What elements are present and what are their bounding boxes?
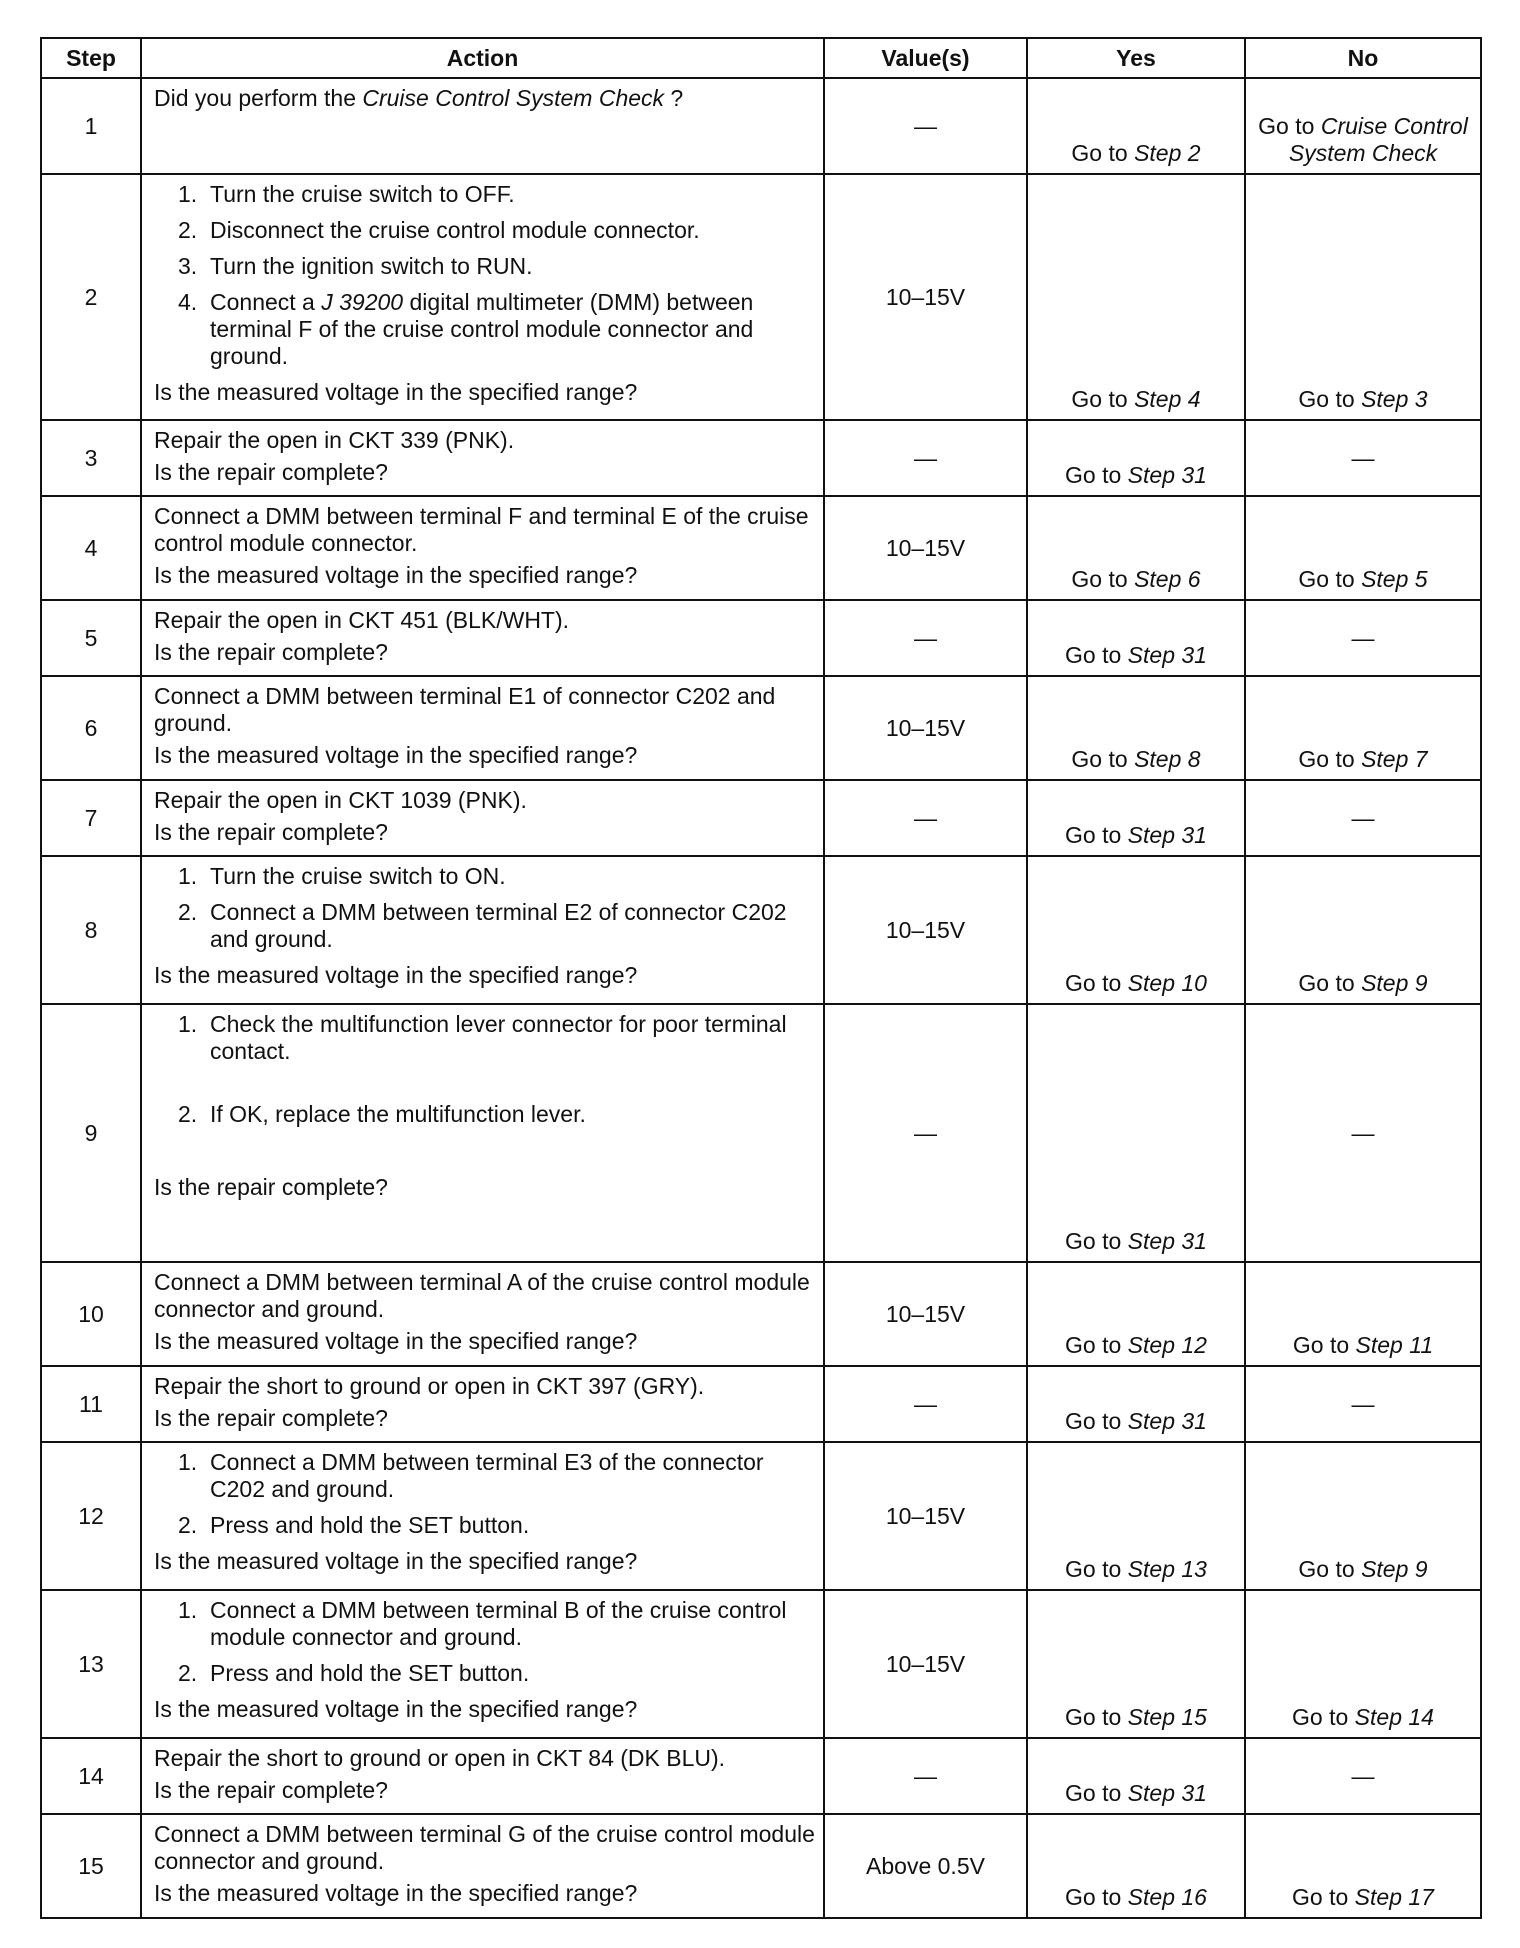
yes-text: Go to: [1071, 386, 1135, 412]
yes-cell: [1027, 1738, 1245, 1814]
no-cell: [1245, 174, 1481, 420]
action-step-number: 2.: [178, 217, 198, 243]
no-target: Step 7: [1361, 746, 1428, 772]
action-step-item: [154, 1597, 815, 1651]
no-text: —: [1351, 804, 1375, 831]
no-cell: [1245, 780, 1481, 856]
no-cell: [1245, 1442, 1481, 1590]
yes-target: Step 8: [1134, 746, 1201, 772]
step-number: 13: [41, 1590, 141, 1738]
action-step-tool: J 39200: [321, 289, 404, 315]
action-step-item: [154, 1660, 815, 1687]
yes-cell: [1027, 78, 1245, 174]
no-text: Go to: [1298, 746, 1362, 772]
table-row: [41, 1004, 1481, 1262]
yes-text: Go to: [1071, 140, 1135, 166]
step-number: 5: [41, 600, 141, 676]
action-step-item: [154, 1512, 815, 1539]
action-question-end: ?: [664, 85, 684, 111]
action-step-item: [154, 1101, 815, 1128]
action-step-text: Connect a: [210, 289, 322, 315]
value-cell: 10–15V: [824, 856, 1027, 1004]
yes-target: Step 31: [1127, 642, 1207, 668]
no-cell: [1245, 676, 1481, 780]
value-cell: 10–15V: [824, 174, 1027, 420]
yes-cell: [1027, 1814, 1245, 1918]
yes-text: Go to: [1065, 1556, 1128, 1582]
no-text: Go to: [1258, 113, 1321, 139]
step-number: 12: [41, 1442, 141, 1590]
action-text: Repair the open in CKT 451 (BLK/WHT).: [154, 607, 570, 633]
action-steps-list: [154, 1011, 815, 1128]
yes-text: Go to: [1071, 746, 1135, 772]
step-number: 1: [41, 78, 141, 174]
action-step-item: [154, 217, 815, 244]
action-cell: [141, 1366, 824, 1442]
yes-target: Step 10: [1127, 970, 1207, 996]
diagnostic-table: [40, 37, 1482, 1919]
yes-cell: [1027, 856, 1245, 1004]
action-text: Repair the open in CKT 339 (PNK).: [154, 427, 515, 453]
action-step-number: 1.: [178, 1011, 198, 1037]
yes-target: Step 13: [1127, 1556, 1207, 1582]
action-text: Repair the open in CKT 1039 (PNK).: [154, 787, 527, 813]
table-row: [41, 1590, 1481, 1738]
header-step: Step: [41, 38, 141, 78]
action-cell: [141, 600, 824, 676]
action-text: Connect a DMM between terminal E1 of connector C202 and ground.: [154, 683, 776, 736]
step-number: 8: [41, 856, 141, 1004]
header-action: Action: [141, 38, 824, 78]
yes-text: Go to: [1065, 970, 1128, 996]
no-cell: [1245, 1738, 1481, 1814]
action-step-text: If OK, replace the multifunction lever.: [210, 1101, 586, 1127]
action-step-item: [154, 899, 815, 953]
value-cell: —: [824, 78, 1027, 174]
table-row: [41, 1738, 1481, 1814]
action-cell: [141, 1004, 824, 1262]
action-cell: [141, 78, 824, 174]
no-target: Step 9: [1361, 970, 1428, 996]
step-number: 2: [41, 174, 141, 420]
action-step-text: Connect a DMM between terminal E3 of the connector C202 and ground.: [210, 1449, 764, 1502]
action-question: Is the measured voltage in the specified range?: [154, 379, 638, 405]
table-row: [41, 420, 1481, 496]
no-cell: [1245, 78, 1481, 174]
action-question: Is the measured voltage in the specified range?: [154, 742, 638, 768]
table-row: [41, 600, 1481, 676]
action-step-number: 3.: [178, 253, 198, 279]
table-row: [41, 676, 1481, 780]
yes-target: Step 15: [1127, 1704, 1207, 1730]
no-text: Go to: [1298, 566, 1362, 592]
action-cell: [141, 174, 824, 420]
no-text: —: [1351, 1119, 1375, 1146]
action-question: [154, 85, 815, 112]
value-cell: 10–15V: [824, 1262, 1027, 1366]
action-cell: [141, 780, 824, 856]
action-question: Is the measured voltage in the specified range?: [154, 1880, 638, 1906]
value-cell: —: [824, 780, 1027, 856]
table-row: [41, 496, 1481, 600]
no-cell: [1245, 1262, 1481, 1366]
table-row: [41, 1442, 1481, 1590]
action-text: Connect a DMM between terminal F and terminal E of the cruise control module connector.: [154, 503, 809, 556]
step-number: 9: [41, 1004, 141, 1262]
action-question-link: Cruise Control System Check: [362, 85, 665, 111]
action-text: Connect a DMM between terminal A of the cruise control module connector and ground.: [154, 1269, 810, 1322]
table-row: [41, 1262, 1481, 1366]
action-step-number: 2.: [178, 899, 198, 925]
action-step-number: 1.: [178, 1449, 198, 1475]
no-target: Step 14: [1354, 1704, 1434, 1730]
no-cell: [1245, 420, 1481, 496]
table-row: [41, 78, 1481, 174]
no-target: Step 9: [1361, 1556, 1428, 1582]
yes-target: Step 31: [1127, 1780, 1207, 1806]
action-step-item: [154, 1011, 815, 1065]
yes-target: Step 2: [1134, 140, 1201, 166]
table-row: [41, 856, 1481, 1004]
value-cell: —: [824, 600, 1027, 676]
value-cell: 10–15V: [824, 676, 1027, 780]
yes-text: Go to: [1065, 1704, 1128, 1730]
yes-target: Step 31: [1127, 822, 1207, 848]
yes-cell: [1027, 1262, 1245, 1366]
no-cell: [1245, 1814, 1481, 1918]
value-cell: 10–15V: [824, 1590, 1027, 1738]
value-cell: Above 0.5V: [824, 1814, 1027, 1918]
action-step-text: Check the multifunction lever connector for poor terminal contact.: [210, 1011, 787, 1064]
no-text: —: [1351, 624, 1375, 651]
yes-target: Step 4: [1134, 386, 1201, 412]
action-step-text: Turn the ignition switch to RUN.: [210, 253, 533, 279]
action-question: Is the repair complete?: [154, 819, 388, 845]
table-row: [41, 1814, 1481, 1918]
action-step-text-cont: digital multimeter (DMM) between terminal F of the cruise control module connector and ground.: [210, 289, 754, 369]
action-cell: [141, 496, 824, 600]
action-step-number: 1.: [178, 181, 198, 207]
action-step-number: 2.: [178, 1660, 198, 1686]
no-text: Go to: [1292, 1332, 1356, 1358]
value-cell: 10–15V: [824, 496, 1027, 600]
action-step-item: [154, 863, 815, 890]
no-text: Go to: [1292, 1704, 1355, 1730]
action-step-number: 2.: [178, 1101, 198, 1127]
no-target: Cruise Control System Check: [1288, 113, 1468, 166]
yes-text: Go to: [1065, 1408, 1128, 1434]
no-text: Go to: [1298, 970, 1362, 996]
yes-text: Go to: [1065, 642, 1128, 668]
action-cell: [141, 1814, 824, 1918]
yes-text: Go to: [1065, 1332, 1128, 1358]
action-cell: [141, 1262, 824, 1366]
action-question: Is the measured voltage in the specified range?: [154, 1696, 638, 1722]
action-steps-list: [154, 1597, 815, 1687]
header-row: [41, 38, 1481, 78]
no-target: Step 5: [1361, 566, 1428, 592]
table-row: [41, 780, 1481, 856]
no-cell: [1245, 600, 1481, 676]
action-question: Is the repair complete?: [154, 1405, 388, 1431]
action-step-text: Turn the cruise switch to OFF.: [210, 181, 515, 207]
diagnostic-table-sheet: [40, 37, 1480, 1919]
value-cell: 10–15V: [824, 1442, 1027, 1590]
step-number: 6: [41, 676, 141, 780]
yes-target: Step 31: [1127, 1228, 1207, 1254]
yes-target: Step 6: [1134, 566, 1201, 592]
no-cell: [1245, 1004, 1481, 1262]
action-question: Is the repair complete?: [154, 639, 388, 665]
yes-cell: [1027, 780, 1245, 856]
no-cell: [1245, 1590, 1481, 1738]
action-step-text: Turn the cruise switch to ON.: [210, 863, 506, 889]
action-question: Is the measured voltage in the specified range?: [154, 1548, 638, 1574]
step-number: 15: [41, 1814, 141, 1918]
action-step-number: 2.: [178, 1512, 198, 1538]
action-cell: [141, 1442, 824, 1590]
step-number: 10: [41, 1262, 141, 1366]
action-question: Is the repair complete?: [154, 1777, 388, 1803]
yes-text: Go to: [1065, 1780, 1128, 1806]
header-values: Value(s): [824, 38, 1027, 78]
action-steps-list: [154, 1449, 815, 1539]
action-cell: [141, 1590, 824, 1738]
no-cell: [1245, 496, 1481, 600]
yes-cell: [1027, 676, 1245, 780]
no-text: Go to: [1298, 386, 1362, 412]
no-target: Step 17: [1354, 1884, 1434, 1910]
yes-text: Go to: [1071, 566, 1135, 592]
action-question: Is the repair complete?: [154, 459, 388, 485]
action-step-item: [154, 253, 815, 280]
no-target: Step 11: [1355, 1332, 1434, 1358]
yes-cell: [1027, 174, 1245, 420]
step-number: 3: [41, 420, 141, 496]
no-cell: [1245, 1366, 1481, 1442]
table-row: [41, 1366, 1481, 1442]
action-step-text: Connect a DMM between terminal B of the cruise control module connector and ground.: [210, 1597, 787, 1650]
action-text: Repair the short to ground or open in CKT 84 (DK BLU).: [154, 1745, 726, 1771]
step-number: 11: [41, 1366, 141, 1442]
yes-target: Step 31: [1127, 462, 1207, 488]
action-step-number: 1.: [178, 863, 198, 889]
action-cell: [141, 1738, 824, 1814]
action-question-text: Did you perform the: [154, 85, 363, 111]
action-step-item: [154, 289, 815, 370]
no-text: —: [1351, 444, 1375, 471]
action-cell: [141, 420, 824, 496]
yes-text: Go to: [1065, 1884, 1128, 1910]
table-row: [41, 174, 1481, 420]
yes-cell: [1027, 1442, 1245, 1590]
value-cell: —: [824, 1004, 1027, 1262]
no-text: —: [1351, 1390, 1375, 1417]
action-step-text: Press and hold the SET button.: [210, 1512, 530, 1538]
action-step-text: Connect a DMM between terminal E2 of connector C202 and ground.: [210, 899, 787, 952]
action-steps-list: [154, 863, 815, 953]
action-question: Is the measured voltage in the specified range?: [154, 962, 638, 988]
action-step-text: Press and hold the SET button.: [210, 1660, 530, 1686]
step-number: 7: [41, 780, 141, 856]
yes-target: Step 16: [1127, 1884, 1207, 1910]
action-question: Is the repair complete?: [154, 1174, 388, 1200]
yes-cell: [1027, 600, 1245, 676]
action-step-text: Disconnect the cruise control module connector.: [210, 217, 700, 243]
no-text: Go to: [1292, 1884, 1355, 1910]
yes-target: Step 12: [1127, 1332, 1207, 1358]
action-cell: [141, 676, 824, 780]
action-text: Connect a DMM between terminal G of the cruise control module connector and ground.: [154, 1821, 815, 1874]
header-yes: Yes: [1027, 38, 1245, 78]
header-no: No: [1245, 38, 1481, 78]
action-question: Is the measured voltage in the specified range?: [154, 562, 638, 588]
value-cell: —: [824, 1738, 1027, 1814]
action-cell: [141, 856, 824, 1004]
no-target: Step 3: [1361, 386, 1428, 412]
yes-cell: [1027, 496, 1245, 600]
action-question: Is the measured voltage in the specified range?: [154, 1328, 638, 1354]
step-number: 14: [41, 1738, 141, 1814]
yes-cell: [1027, 420, 1245, 496]
yes-cell: [1027, 1590, 1245, 1738]
value-cell: —: [824, 1366, 1027, 1442]
table-body: [41, 78, 1481, 1918]
yes-text: Go to: [1065, 462, 1128, 488]
step-number: 4: [41, 496, 141, 600]
action-steps-list: [154, 181, 815, 370]
no-text: —: [1351, 1762, 1375, 1789]
action-step-number: 1.: [178, 1597, 198, 1623]
yes-cell: [1027, 1366, 1245, 1442]
yes-target: Step 31: [1127, 1408, 1207, 1434]
action-step-item: [154, 181, 815, 208]
value-cell: —: [824, 420, 1027, 496]
yes-text: Go to: [1065, 1228, 1128, 1254]
no-cell: [1245, 856, 1481, 1004]
action-step-item: [154, 1449, 815, 1503]
yes-text: Go to: [1065, 822, 1128, 848]
yes-cell: [1027, 1004, 1245, 1262]
no-text: Go to: [1298, 1556, 1362, 1582]
action-text: Repair the short to ground or open in CKT 397 (GRY).: [154, 1373, 705, 1399]
action-step-number: 4.: [178, 289, 198, 315]
